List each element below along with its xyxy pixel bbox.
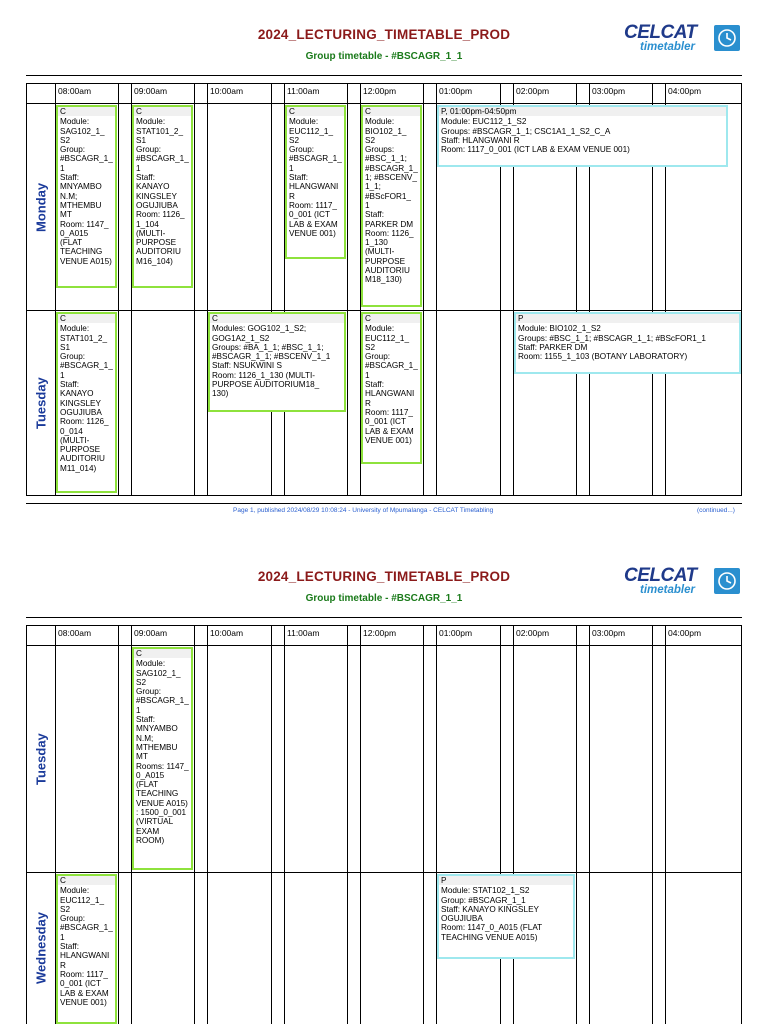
clock-icon <box>714 25 740 51</box>
event-type: C <box>58 314 115 323</box>
event-details: Module: SAG102_1_ S2 Group: #BSCAGR_1_ 1 Staff: MNYAMBO N.M; MTHEMBU MT Rooms: 1147_ 0_A015 (FLAT TEACHING VENUE A015) : 1500_0_001 (VIRTUAL EXAM ROOM) <box>136 659 189 845</box>
clock-icon <box>714 568 740 594</box>
time-header: 10:00am <box>210 628 244 638</box>
page-footer: Page 1, published 2024/08/29 10:08:24 - University of Mpumalanga - CELCAT Timetabling <box>233 507 494 514</box>
event-details: Modules: GOG102_1_S2; GOG1A2_1_S2 Groups: #BA_1_1; #BSC_1_1; #BSCAGR_1_1; #BSCENV_1_1 Staff: NSUKWINI S Room: 1126_1_130 (MULTI- PURPOSE AUDITORIUM18_ 130) <box>212 324 331 399</box>
day-label-tuesday: Tuesday <box>33 733 49 785</box>
time-header: 12:00pm <box>363 86 397 96</box>
event-block[interactable] <box>208 312 346 412</box>
event-block[interactable] <box>361 105 422 307</box>
event-type: P, 01:00pm-04:50pm <box>439 107 726 116</box>
event-block[interactable] <box>132 647 193 870</box>
group-subtitle: Group timetable - #BSCAGR_1_1 <box>305 593 463 604</box>
time-header: 03:00pm <box>592 86 626 96</box>
event-block[interactable] <box>56 874 117 1024</box>
event-details: Module: SAG102_1_ S2 Group: #BSCAGR_1_ 1 Staff: MNYAMBO N.M; MTHEMBU MT Room: 1147_ 0_A015 (FLAT TEACHING VENUE A015) <box>60 117 113 266</box>
time-header: 11:00am <box>287 628 320 638</box>
continued-note: (continued...) <box>697 507 735 514</box>
event-block[interactable] <box>132 105 193 288</box>
event-block[interactable] <box>437 105 728 167</box>
time-header: 08:00am <box>58 86 92 96</box>
time-header: 04:00pm <box>668 628 702 638</box>
event-details: Module: STAT102_1_S2 Group: #BSCAGR_1_1 Staff: KANAYO KINGSLEY OGUJIUBA Room: 1147_0_A015 (FLAT TEACHING VENUE A015) <box>441 886 543 942</box>
event-details: Module: EUC112_1_ S2 Group: #BSCAGR_1_ 1 Staff: HLANGWANI R Room: 1117_ 0_001 (ICT LAB & EXAM VENUE 001) <box>289 117 342 238</box>
event-block[interactable] <box>56 312 117 493</box>
day-label-monday: Monday <box>33 182 49 232</box>
page-title: 2024_LECTURING_TIMETABLE_PROD <box>257 27 511 42</box>
time-header: 08:00am <box>58 628 92 638</box>
event-type: P <box>516 314 739 323</box>
event-type: C <box>58 107 115 116</box>
event-type: C <box>134 107 191 116</box>
time-header: 09:00am <box>134 86 168 96</box>
time-header: 09:00am <box>134 628 168 638</box>
time-header: 03:00pm <box>592 628 626 638</box>
footer-rule <box>26 503 742 504</box>
event-type: C <box>363 107 420 116</box>
event-details: Module: EUC112_1_S2 Groups: #BSCAGR_1_1; CSC1A1_1_S2_C_A Staff: HLANGWANI R Room: 1117_0_001 (ICT LAB & EXAM VENUE 001) <box>441 117 630 155</box>
event-type: C <box>287 107 344 116</box>
logo-word: CELCAT <box>624 22 697 43</box>
event-block[interactable] <box>437 874 575 959</box>
event-block[interactable] <box>285 105 346 259</box>
time-header: 11:00am <box>287 86 320 96</box>
time-header: 01:00pm <box>439 628 473 638</box>
day-label-wednesday: Wednesday <box>33 912 49 985</box>
logo-sub: timetabler <box>640 584 695 596</box>
time-header: 04:00pm <box>668 86 702 96</box>
logo-word: CELCAT <box>624 565 697 586</box>
time-header: 12:00pm <box>363 628 397 638</box>
time-header: 02:00pm <box>516 628 550 638</box>
page-title: 2024_LECTURING_TIMETABLE_PROD <box>257 569 511 584</box>
event-details: Module: EUC112_1_ S2 Group: #BSCAGR_1_ 1 Staff: HLANGWANI R Room: 1117_ 0_001 (ICT LAB & EXAM VENUE 001) <box>365 324 418 445</box>
event-type: C <box>210 314 344 323</box>
time-header: 10:00am <box>210 86 244 96</box>
event-details: Module: BIO102_1_S2 Groups: #BSC_1_1; #BSCAGR_1_1; #BScFOR1_1 Staff: PARKER DM Room: 1155_1_103 (BOTANY LABORATORY) <box>518 324 706 362</box>
event-type: C <box>363 314 420 323</box>
timetable-grid-page2 <box>26 625 742 1024</box>
header-rule <box>26 75 742 76</box>
logo-sub: timetabler <box>640 41 695 53</box>
event-type: C <box>58 876 115 885</box>
time-header: 01:00pm <box>439 86 473 96</box>
event-type: P <box>439 876 573 885</box>
timetable-grid-page1 <box>26 83 742 496</box>
time-header: 02:00pm <box>516 86 550 96</box>
event-details: Module: EUC112_1_ S2 Group: #BSCAGR_1_ 1 Staff: HLANGWANI R Room: 1117_ 0_001 (ICT LAB & EXAM VENUE 001) <box>60 886 113 1007</box>
event-details: Module: STAT101_2_ S1 Group: #BSCAGR_1_ 1 Staff: KANAYO KINGSLEY OGUJIUBA Room: 1126_ 0_014 (MULTI- PURPOSE AUDITORIU M11_014) <box>60 324 113 473</box>
header-rule <box>26 617 742 618</box>
event-details: Module: BIO102_1_ S2 Groups: #BSC_1_1; #BSCAGR_1_ 1; #BSCENV_ 1_1; #BScFOR1_ 1 Staff: PARKER DM Room: 1126_ 1_130 (MULTI- PURPOSE AUDITORIU M18_130) <box>365 117 418 285</box>
celcat-logo <box>624 22 749 56</box>
event-block[interactable] <box>514 312 741 374</box>
event-details: Module: STAT101_2_ S1 Group: #BSCAGR_1_ 1 Staff: KANAYO KINGSLEY OGUJIUBA Room: 1126_ 1_104 (MULTI- PURPOSE AUDITORIU M16_104) <box>136 117 189 266</box>
group-subtitle: Group timetable - #BSCAGR_1_1 <box>305 51 463 62</box>
celcat-logo <box>624 565 749 599</box>
day-label-tuesday: Tuesday <box>33 377 49 429</box>
event-block[interactable] <box>56 105 117 288</box>
event-block[interactable] <box>361 312 422 464</box>
event-type: C <box>134 649 191 658</box>
